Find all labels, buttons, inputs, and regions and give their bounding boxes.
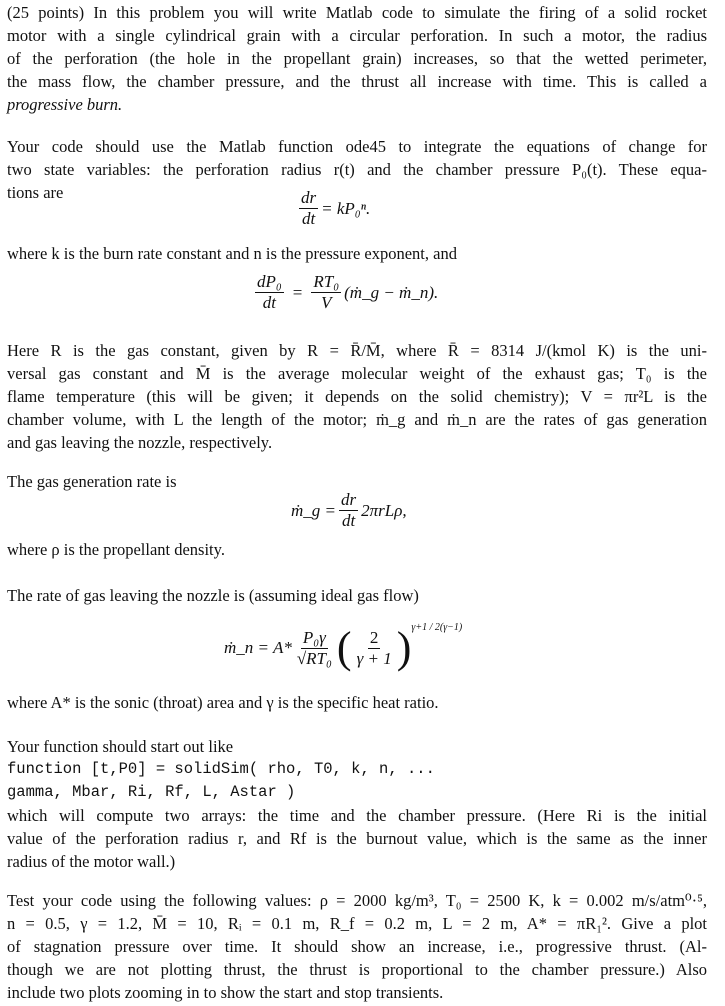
eq-lhs: ṁ_n = A* — [224, 638, 292, 657]
gas-constant-paragraph — [7, 339, 707, 454]
text-line: Here R is the gas constant, given by R = R̄/M̄, where R̄ = 8314 J/(kmol K) is the uni- — [7, 341, 707, 360]
text-line: radius of the motor wall.) — [7, 852, 176, 871]
text-line: of stagnation pressure over time. It should show an increase, i.e., progressive thrust. (Al- — [7, 937, 707, 956]
text-line: The gas generation rate is — [7, 472, 177, 491]
text-line: value of the perforation radius r, and Rf is the burnout value, which is the same as the inner — [7, 829, 707, 848]
equation-gas-generation — [291, 490, 407, 531]
text-line: the mass flow, the chamber pressure, and the thrust all increase with time. This is called a — [7, 72, 707, 91]
eq-exponent: γ+1 / 2(γ−1) — [411, 622, 463, 633]
text-line: Test your code using the following values: ρ = 2000 kg/m³, T₀ = 2500 K, k = 0.002 m/s/atm⁰·⁵, — [7, 891, 707, 910]
eq-denominator: dt — [341, 511, 356, 530]
eq-denominator: dt — [262, 293, 277, 312]
eq-denominator: √RT₀ — [296, 648, 332, 668]
equation-dr-dt — [296, 188, 370, 229]
text-line: chamber volume, with L the length of the motor; ṁ_g and ṁ_n are the rates of gas generation — [7, 410, 707, 429]
where-k-paragraph — [7, 242, 707, 265]
eq-equals: = — [292, 282, 303, 302]
test-paragraph — [7, 889, 707, 1004]
text-line: tions are — [7, 183, 64, 202]
eq-numerator: dr — [341, 490, 357, 509]
eq-numerator: P₀γ — [302, 627, 326, 647]
eq-denominator: γ + 1 — [356, 648, 392, 668]
text-line: of the perforation (the hole in the propellant grain) increases, so that the wetted perimeter, — [7, 49, 707, 68]
text-line: though we are not plotting thrust, the thrust is proportional to the chamber pressure.) Also — [7, 960, 707, 979]
eq-numerator: 2 — [369, 627, 379, 647]
equation-nozzle-flow — [224, 622, 463, 672]
eq-numerator: dP₀ — [257, 272, 282, 291]
text-line: flame temperature (this will be given; it depends on the solid chemistry); V = πr²L is the — [7, 387, 707, 406]
text-line: motor with a single cylindrical grain with a circular perforation. In such a motor, the radius — [7, 26, 707, 45]
code-line: gamma, Mbar, Ri, Rf, L, Astar ) — [7, 783, 296, 801]
text-line: versal gas constant and M̄ is the average molecular weight of the exhaust gas; T₀ is the — [7, 364, 707, 383]
eq-rhs: 2πrLρ, — [361, 500, 407, 520]
text-line: which will compute two arrays: the time and the chamber pressure. (Here Ri is the initial — [7, 806, 707, 825]
text-line: progressive burn. — [7, 95, 123, 114]
nozzle-rate-paragraph — [7, 584, 707, 607]
eq-rhs: (ṁ_g − ṁ_n). — [344, 282, 439, 302]
eq-rhs: = kP₀ⁿ. — [321, 198, 371, 218]
text-line: two state variables: the perforation radius r(t) and the chamber pressure P₀(t). These equa- — [7, 160, 707, 179]
eq-numerator: RT₀ — [313, 272, 340, 291]
where-a-paragraph — [7, 691, 707, 714]
text-line: Your code should use the Matlab function ode45 to integrate the equations of change for — [7, 137, 707, 156]
equation-dp-dt — [252, 272, 438, 313]
right-paren: ) — [396, 623, 412, 672]
function-paragraph — [7, 735, 707, 873]
eq-lhs: ṁ_g = — [291, 500, 336, 520]
text-line: where ρ is the propellant density. — [7, 540, 225, 559]
text-line: (25 points) In this problem you will write Matlab code to simulate the firing of a solid rocket — [7, 3, 707, 22]
text-line: and gas leaving the nozzle, respectively. — [7, 433, 273, 452]
eq-denominator: V — [321, 293, 332, 312]
intro-paragraph — [7, 1, 707, 116]
text-line: include two plots zooming in to show the start and stop transients. — [7, 983, 444, 1002]
text-line: where A* is the sonic (throat) area and γ is the specific heat ratio. — [7, 693, 439, 712]
code-line: function [t,P0] = solidSim( rho, T0, k, n, ... — [7, 760, 435, 778]
text-line: where k is the burn rate constant and n is the pressure exponent, and — [7, 244, 457, 263]
where-rho-paragraph — [7, 538, 707, 561]
text-line: n = 0.5, γ = 1.2, M̄ = 10, Rᵢ = 0.1 m, R_f = 0.2 m, L = 2 m, A* = πR₁². Give a plot — [7, 914, 707, 933]
eq-denominator: dt — [301, 209, 316, 228]
left-paren: ( — [336, 623, 352, 672]
text-line: The rate of gas leaving the nozzle is (assuming ideal gas flow) — [7, 586, 419, 605]
text-line: Your function should start out like — [7, 737, 234, 756]
eq-numerator: dr — [301, 188, 317, 207]
